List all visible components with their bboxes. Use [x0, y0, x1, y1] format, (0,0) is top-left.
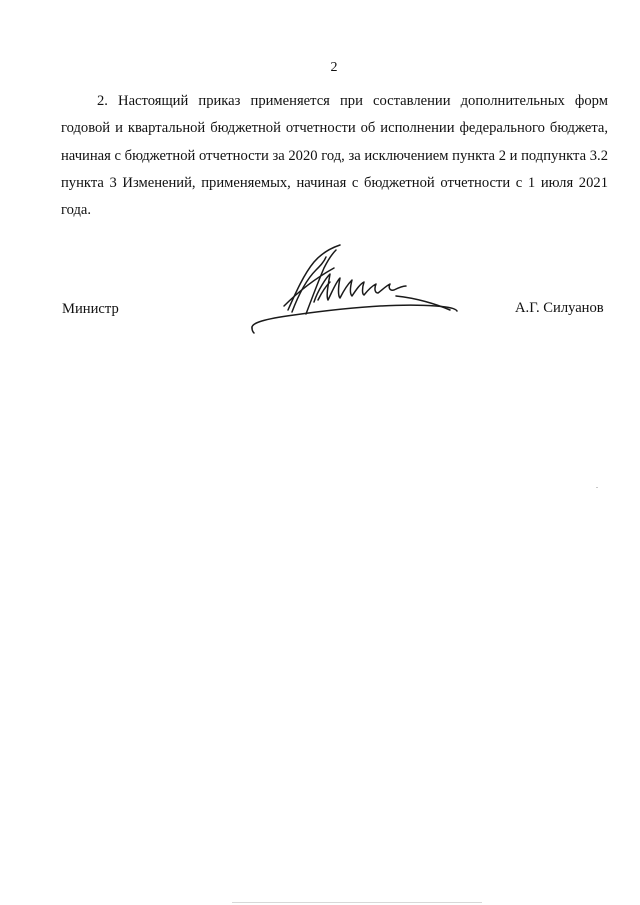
scan-artifact-dot [596, 487, 598, 488]
position-title: Министр [62, 301, 119, 317]
handwritten-signature [248, 240, 462, 340]
scan-artifact-bottom-line [232, 902, 482, 903]
signer-name: А.Г. Силуанов [515, 300, 604, 316]
signature-block [0, 240, 640, 350]
paragraph-item-2: 2. Настоящий приказ применяется при составлении дополнительных форм годовой и квартальной бюджетной отчетности об исполнении федерального бюджета, начиная с бюджетной отчетности за 2020 год, за исключением пункта 2 и подпункта 3.2 пункта 3 Изменений, применяемых, начиная с бюджетной отчетности с 1 июля 2021 года. [61, 93, 608, 219]
page-number: 2 [330, 60, 338, 75]
